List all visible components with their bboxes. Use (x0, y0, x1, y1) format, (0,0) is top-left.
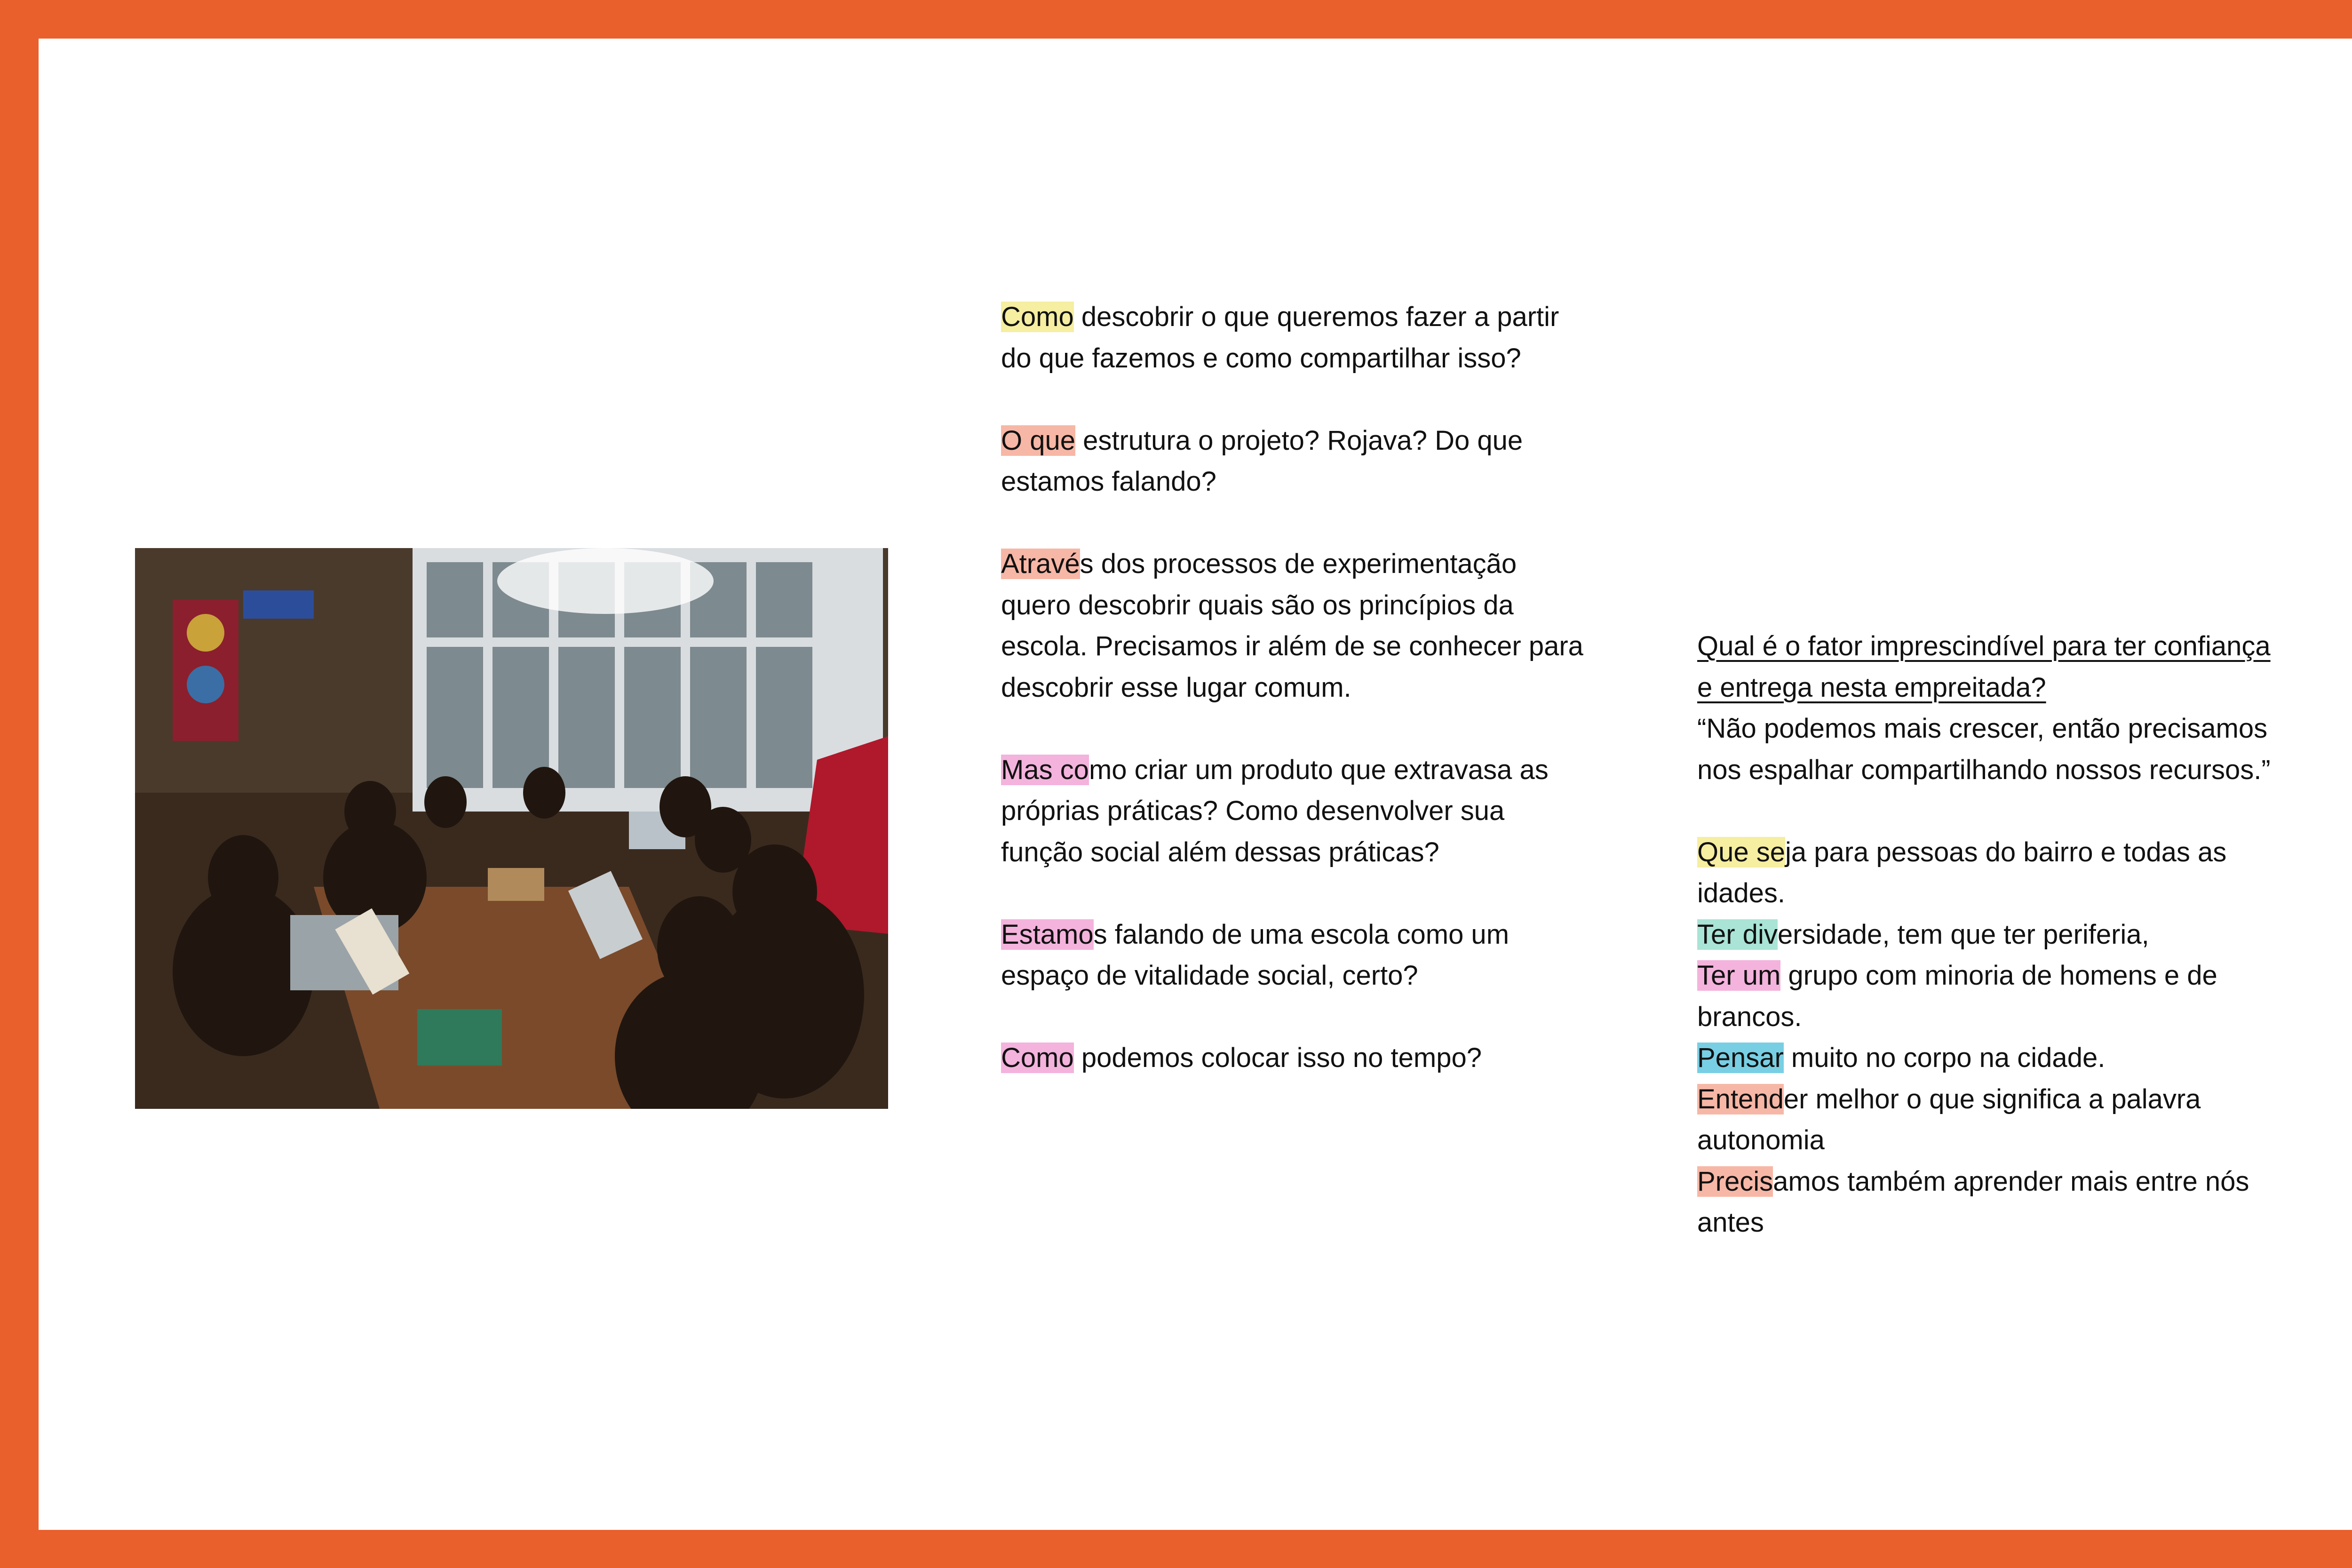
highlight: Estamo (1001, 919, 1094, 950)
list-item (1697, 914, 2280, 955)
highlight: Que se (1697, 836, 1785, 868)
highlight: Como (1001, 1043, 1074, 1073)
paragraph (1001, 1037, 1584, 1079)
answers-column (1697, 626, 2280, 1243)
item-text: ersidade, tem que ter periferia, (1777, 919, 2149, 950)
highlight: Precis (1697, 1166, 1773, 1197)
item-text: er melhor o que significa a palavra autonomia (1697, 1083, 2201, 1155)
paragraph (1001, 914, 1584, 996)
highlight: Mas co (1001, 754, 1089, 785)
list-item (1697, 1037, 2280, 1079)
list-item (1697, 832, 2280, 914)
paragraph (1001, 296, 1584, 379)
list-item (1697, 955, 2280, 1037)
item-text: ja para pessoas do bairro e todas as idades. (1697, 836, 2227, 908)
item-text: amos também aprender mais entre nós antes (1697, 1166, 2249, 1238)
highlight: Ter div (1697, 919, 1778, 950)
item-text: grupo com minoria de homens e de brancos. (1697, 960, 2217, 1032)
highlight: Como (1001, 302, 1074, 332)
photo-illustration (135, 548, 888, 1109)
quote: “Não podemos mais crescer, então precisamos nos espalhar compartilhando nossos recursos.” (1697, 713, 2271, 785)
highlight: O que (1001, 425, 1075, 456)
paragraph (1001, 749, 1584, 873)
meeting-photo (135, 548, 888, 1109)
paragraph-text: s falando de uma escola como um espaço de vitalidade social, certo? (1001, 919, 1510, 991)
spacer (1697, 790, 2280, 832)
questions-column (1001, 296, 1584, 1120)
question-heading: Qual é o fator imprescindível para ter confiança e entrega nesta empreitada? (1697, 631, 2271, 703)
page (39, 39, 2352, 1530)
paragraph (1001, 543, 1584, 708)
list-item (1697, 1161, 2280, 1243)
paragraph-text: descobrir o que queremos fazer a partir do que fazemos e como compartilhar isso? (1001, 302, 1559, 374)
highlight: Ter um (1697, 960, 1781, 991)
highlight: Atravé (1001, 549, 1080, 579)
paragraph-text: mo criar um produto que extravasa as próprias práticas? Como desenvolver sua função social além dessas práticas? (1001, 754, 1549, 868)
highlight: Entend (1697, 1083, 1784, 1114)
item-text: muito no corpo na cidade. (1783, 1043, 2106, 1073)
highlight: Pensar (1697, 1043, 1784, 1073)
paragraph-text: estrutura o projeto? Rojava? Do que estamos falando? (1001, 425, 1523, 497)
paragraph-text: s dos processos de experimentação quero descobrir quais são os princípios da escola. Precisamos ir além de se conhecer para descobrir esse lugar comum. (1001, 549, 1583, 703)
list-item (1697, 1079, 2280, 1161)
paragraph (1001, 420, 1584, 502)
paragraph-text: podemos colocar isso no tempo? (1073, 1043, 1482, 1073)
